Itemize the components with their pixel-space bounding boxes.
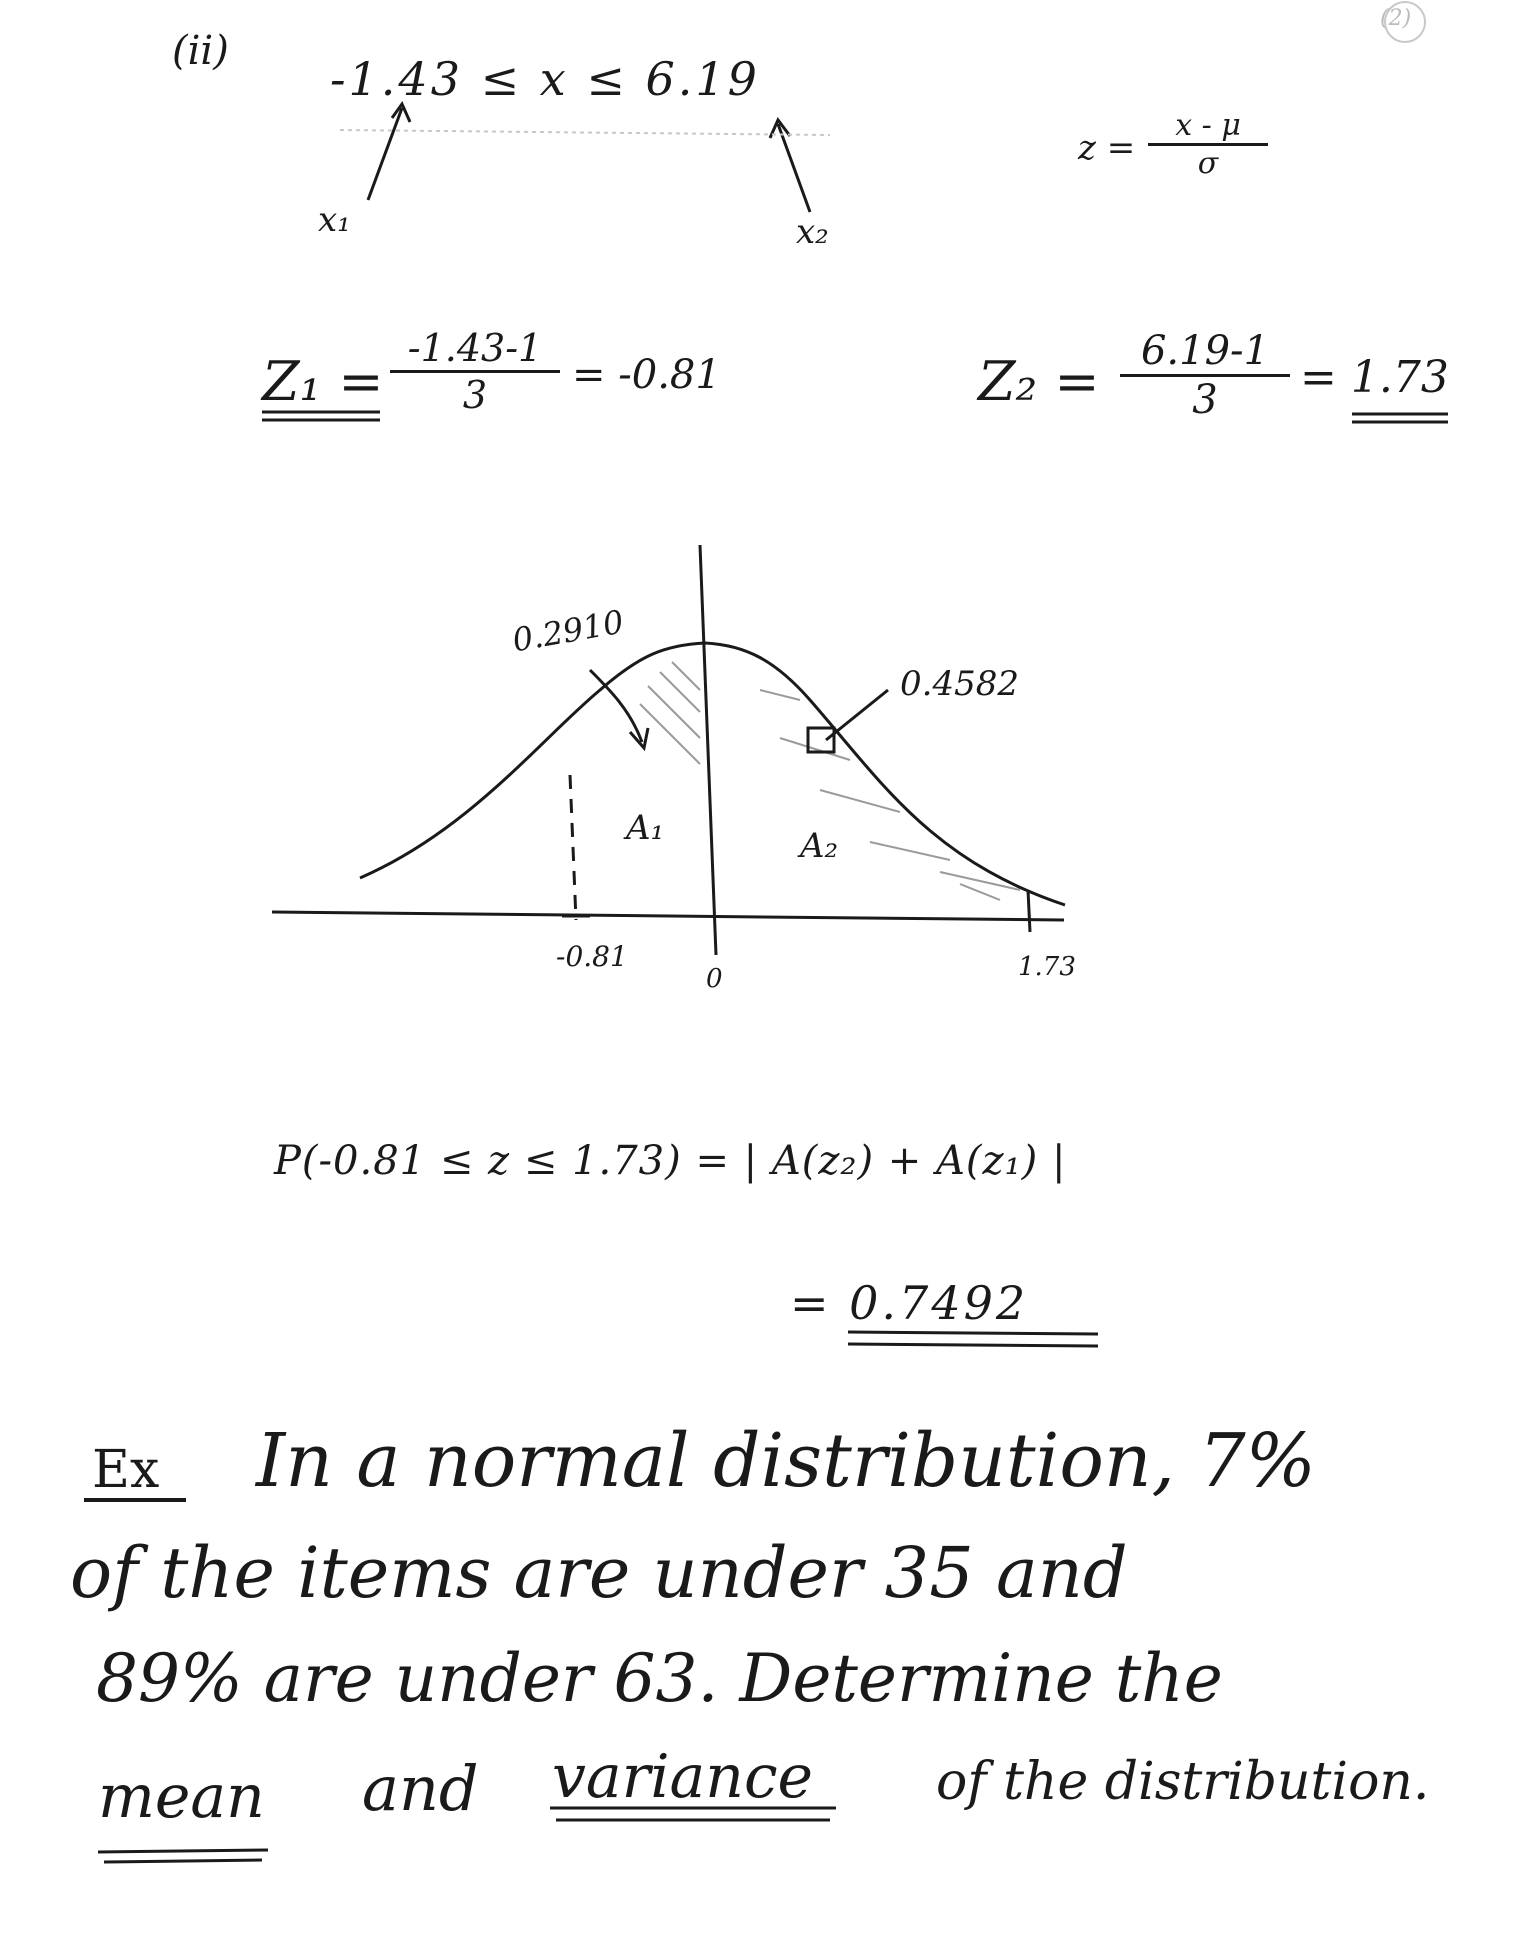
y-axis [700, 545, 716, 955]
z2-fraction [1120, 328, 1290, 423]
z-formula-denominator: σ [1197, 146, 1219, 181]
tick-label-right: 1.73 [1018, 952, 1076, 982]
example-line-4-rest: of the distribution. [936, 1752, 1430, 1812]
x2-label: x₂ [796, 212, 829, 252]
arrow-x1 [368, 108, 402, 200]
probability-result: = 0.7492 [790, 1276, 1029, 1330]
example-line-4-mean: mean [98, 1762, 265, 1832]
part-label: (ii) [172, 28, 229, 74]
example-line-1: In a normal distribution, 7% [256, 1418, 1316, 1504]
z-formula-fraction [1148, 108, 1268, 181]
z2-numerator: 6.19-1 [1120, 328, 1290, 377]
area-label-0-2910: 0.2910 [509, 602, 627, 660]
z1-numerator: -1.43-1 [390, 326, 560, 373]
example-line-3: 89% are under 63. Determine the [96, 1640, 1223, 1717]
example-line-4-variance: variance [552, 1742, 814, 1812]
arrow-x2 [778, 124, 810, 212]
example-line-2: of the items are under 35 and [70, 1532, 1128, 1614]
z1-denominator: 3 [462, 373, 488, 417]
example-line-4-and: and [362, 1752, 479, 1825]
z2-denominator: 3 [1192, 377, 1218, 423]
answer-underline [848, 1332, 1098, 1346]
left-boundary [570, 775, 576, 920]
probability-expression: P(-0.81 ≤ z ≤ 1.73) = | A(z₂) + A(z₁) | [274, 1138, 1067, 1184]
right-boundary [1028, 890, 1030, 932]
z1-result: = -0.81 [572, 352, 721, 398]
area-a1-label: A₁ [626, 808, 665, 848]
z1-underline [262, 412, 380, 420]
inequality: -1.43 ≤ x ≤ 6.19 [330, 52, 760, 106]
z2-lhs: Z₂ = [978, 350, 1100, 413]
pointer-0-2910 [590, 670, 642, 742]
z1-lhs: Z₁ = [262, 350, 384, 413]
tick-label-left: -0.81 [556, 940, 628, 973]
z2-result: = 1.73 [1300, 352, 1449, 403]
tick-label-center: 0 [706, 964, 723, 994]
mean-underline [98, 1850, 268, 1862]
z1-fraction [390, 326, 560, 417]
area-a2-label: A₂ [800, 826, 839, 866]
example-label: Ex [92, 1440, 160, 1500]
z2-underline [1352, 414, 1448, 422]
faint-guide [340, 130, 830, 135]
page-number: (2) [1380, 6, 1412, 31]
z-formula-numerator: x - μ [1148, 108, 1268, 146]
z-formula-lhs: z = [1078, 128, 1136, 168]
x1-label: x₁ [318, 200, 351, 240]
x-axis [272, 912, 1064, 920]
area-label-0-4582: 0.4582 [900, 664, 1019, 704]
